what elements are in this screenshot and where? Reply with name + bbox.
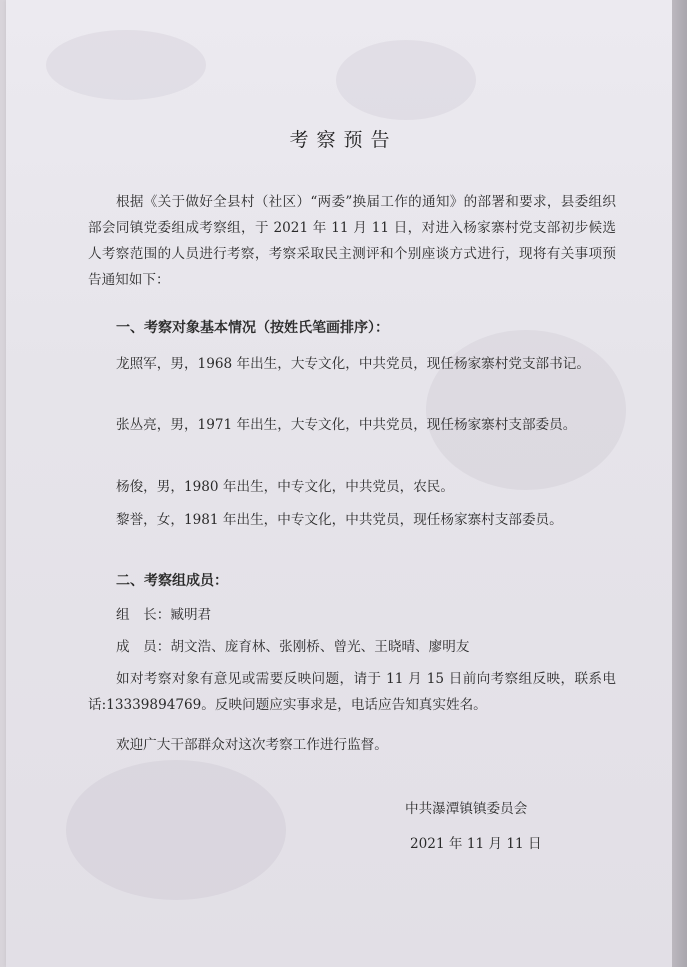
paper-stain	[46, 30, 206, 100]
members-line	[88, 634, 616, 660]
section1-heading: 一、考察对象基本情况（按姓氏笔画排序）：	[116, 320, 389, 336]
section2	[88, 568, 616, 594]
candidate-3-text: 杨俊，男，1980 年出生，中专文化，中共党员，农民。	[116, 479, 454, 495]
candidate-4	[88, 507, 616, 533]
candidate-3	[88, 474, 616, 500]
section2-heading: 二、考察组成员：	[116, 573, 228, 589]
section1	[88, 315, 616, 341]
closing-text: 欢迎广大干部群众对这次考察工作进行监督。	[116, 737, 388, 753]
candidate-1-text: 龙照军，男，1968 年出生，大专文化，中共党员，现任杨家寨村党支部书记。	[116, 356, 590, 372]
candidate-2-text: 张丛亮，男，1971 年出生，大专文化，中共党员，现任杨家寨村支部委员。	[116, 417, 577, 433]
document-title: 考察预告	[289, 129, 398, 151]
feedback-text: 如对考察对象有意见或需要反映问题，请于 11 月 15 日前向考察组反映，联系电话:13339894769。反映问题应实事求是，电话应告知真实姓名。	[88, 671, 616, 713]
paper-stain	[336, 40, 476, 120]
candidate-2	[88, 412, 616, 438]
signature-org: 中共瀑潭镇镇委员会	[405, 801, 528, 817]
leader-text: 组 长：臧明君	[116, 607, 212, 623]
leader-line	[88, 602, 616, 628]
closing-paragraph	[88, 732, 616, 758]
intro-paragraph	[88, 189, 616, 293]
signature-date: 2021 年 11 月 11 日	[410, 836, 542, 852]
paper-stain	[66, 760, 286, 900]
intro-text: 根据《关于做好全县村（社区）“两委”换届工作的通知》的部署和要求，县委组织部会同镇党委组成考察组，于 2021 年 11 月 11 日，对进入杨家寨村党支部初步候选人考察范围的人员进行考察，考察采取民主测评和个别座谈方式进行，现将有关事项预告通知如下：	[88, 194, 616, 288]
members-text: 成 员：胡文浩、庞育林、张刚桥、曾光、王晓晴、廖明友	[116, 639, 470, 655]
candidate-4-text: 黎誉，女，1981 年出生，中专文化，中共党员，现任杨家寨村支部委员。	[116, 512, 563, 528]
candidate-1	[88, 351, 616, 377]
feedback-paragraph	[88, 666, 616, 718]
